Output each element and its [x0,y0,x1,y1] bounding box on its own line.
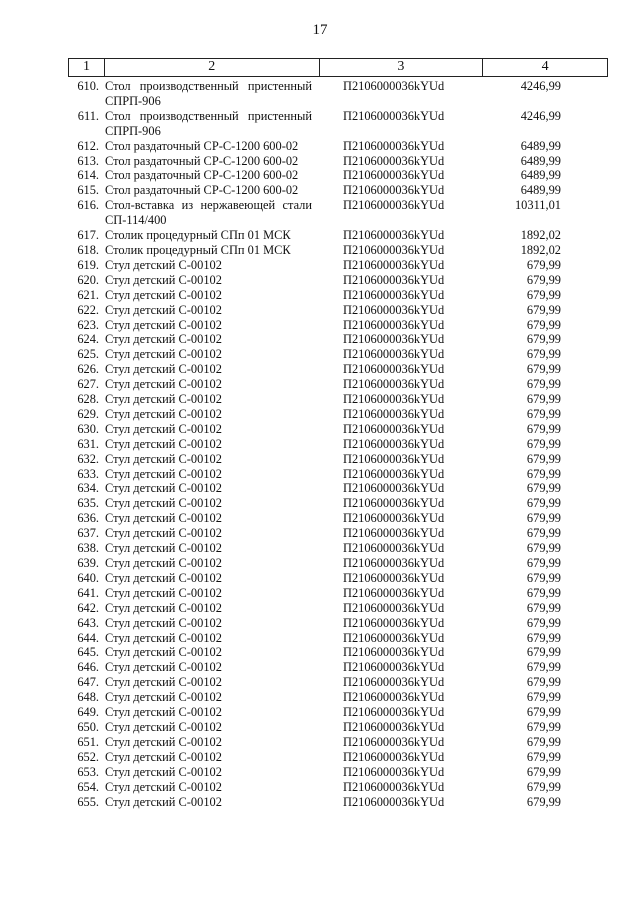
row-code: П2106000036kYUd [343,645,445,660]
row-price: 679,99 [526,556,561,570]
row-number: 655. [77,794,99,809]
row-code: П2106000036kYUd [343,272,445,287]
row-number: 640. [77,570,99,585]
row-code: П2106000036kYUd [343,794,445,809]
row-number: 644. [77,630,99,645]
row-price: 679,99 [526,585,561,600]
table-row [68,705,608,720]
table-row [68,347,608,362]
row-number: 611. [77,108,99,123]
row-price: 679,99 [526,794,561,809]
row-price: 679,99 [526,541,561,556]
row-name: Стул детский С-00102 [105,451,222,466]
row-number: 654. [77,779,99,794]
row-code: П2106000036kYUd [343,600,445,615]
row-name: Стул детский С-00102 [105,421,222,436]
row-number: 631. [77,436,99,451]
row-name: Стул детский С-00102 [105,541,222,556]
row-name: Стул детский С-00102 [105,496,222,511]
row-name: Стол раздаточный СР-С-1200 600-02 [105,153,299,168]
row-number: 635. [77,496,99,511]
row-code: П2106000036kYUd [343,734,445,749]
row-name: Столик процедурный СПп 01 МСК [105,242,291,257]
row-name: Стол раздаточный СР-С-1200 600-02 [105,168,299,183]
row-code: П2106000036kYUd [343,392,445,407]
table-row [68,437,608,452]
table-row [68,422,608,437]
row-price: 679,99 [526,392,561,407]
row-code: П2106000036kYUd [343,570,445,585]
row-code: П2106000036kYUd [343,690,445,705]
row-number: 613. [77,153,99,168]
table-row [68,586,608,601]
row-number: 628. [77,392,99,407]
row-price: 679,99 [526,406,561,421]
row-name: Стул детский С-00102 [105,526,222,541]
row-name: Стул детский С-00102 [105,362,222,377]
row-code: П2106000036kYUd [343,377,445,392]
row-name: Стул детский С-00102 [105,347,222,362]
row-number: 616. [77,198,99,213]
table-row [68,750,608,765]
table-row [68,168,608,183]
header-col-2: 2 [105,59,320,76]
row-number: 632. [77,451,99,466]
header-col-4: 4 [483,59,608,76]
row-price: 679,99 [526,302,561,317]
table-row [68,780,608,795]
row-price: 10311,01 [514,198,561,213]
row-price: 679,99 [526,347,561,362]
row-number: 629. [77,406,99,421]
row-number: 633. [77,466,99,481]
row-code: П2106000036kYUd [343,287,445,302]
row-price: 679,99 [526,719,561,734]
row-price: 679,99 [526,764,561,779]
row-price: 679,99 [526,660,561,675]
row-name: Стул детский С-00102 [105,749,222,764]
row-number: 638. [77,541,99,556]
table-row [68,377,608,392]
table-header [68,58,608,77]
table-row [68,273,608,288]
row-code: П2106000036kYUd [343,362,445,377]
row-code: П2106000036kYUd [343,526,445,541]
row-price: 6489,99 [520,153,561,168]
row-name: Стул детский С-00102 [105,615,222,630]
row-price: 679,99 [526,690,561,705]
row-number: 650. [77,719,99,734]
table-row [68,318,608,333]
row-price: 679,99 [526,287,561,302]
row-code: П2106000036kYUd [343,749,445,764]
row-name: Стул детский С-00102 [105,585,222,600]
row-price: 679,99 [526,421,561,436]
row-price: 679,99 [526,436,561,451]
table-row [68,496,608,511]
row-name: Стул детский С-00102 [105,630,222,645]
row-price: 679,99 [526,675,561,690]
row-price: 679,99 [526,317,561,332]
row-code: П2106000036kYUd [343,541,445,556]
row-price: 679,99 [526,272,561,287]
table-row [68,541,608,556]
row-number: 652. [77,749,99,764]
row-name: Стул детский С-00102 [105,317,222,332]
row-number: 623. [77,317,99,332]
row-code: П2106000036kYUd [343,108,445,123]
table-row [68,303,608,318]
table-row [68,735,608,750]
row-name: Стул детский С-00102 [105,779,222,794]
row-code: П2106000036kYUd [343,228,445,243]
table-row [68,288,608,303]
row-number: 622. [77,302,99,317]
row-code: П2106000036kYUd [343,556,445,570]
table-row [68,616,608,631]
row-price: 679,99 [526,481,561,496]
row-name: Стул детский С-00102 [105,734,222,749]
table-row [68,765,608,780]
row-number: 642. [77,600,99,615]
row-name: Стул детский С-00102 [105,645,222,660]
row-number: 645. [77,645,99,660]
row-price: 4246,99 [520,108,561,123]
row-number: 619. [77,257,99,272]
row-number: 626. [77,362,99,377]
row-name: Стул детский С-00102 [105,392,222,407]
table-row [68,139,608,154]
row-number: 643. [77,615,99,630]
table-row [68,690,608,705]
row-number: 647. [77,675,99,690]
table-row [68,631,608,646]
row-number: 625. [77,347,99,362]
table-row [68,362,608,377]
row-number: 614. [77,168,99,183]
table-row [68,511,608,526]
row-code: П2106000036kYUd [343,719,445,734]
row-price: 679,99 [526,466,561,481]
header-col-3: 3 [320,59,484,76]
table-row [68,198,608,228]
row-name: Стол-вставка из нержавеющей стали СП-114/400 [105,198,312,228]
row-name: Стул детский С-00102 [105,660,222,675]
row-code: П2106000036kYUd [343,153,445,168]
row-price: 1892,02 [520,242,561,257]
row-number: 653. [77,764,99,779]
row-number: 610. [77,79,99,93]
row-code: П2106000036kYUd [343,615,445,630]
row-number: 637. [77,526,99,541]
row-name: Стул детский С-00102 [105,764,222,779]
row-name: Стол раздаточный СР-С-1200 600-02 [105,183,299,198]
row-name: Столик процедурный СПп 01 МСК [105,228,291,243]
row-number: 648. [77,690,99,705]
table-row [68,392,608,407]
row-code: П2106000036kYUd [343,496,445,511]
row-code: П2106000036kYUd [343,317,445,332]
row-code: П2106000036kYUd [343,481,445,496]
row-price: 1892,02 [520,228,561,243]
row-price: 679,99 [526,749,561,764]
row-code: П2106000036kYUd [343,198,445,213]
row-number: 617. [77,228,99,243]
row-price: 679,99 [526,362,561,377]
row-name: Стул детский С-00102 [105,570,222,585]
row-number: 618. [77,242,99,257]
row-price: 679,99 [526,705,561,720]
inventory-table [68,58,608,809]
row-name: Стул детский С-00102 [105,794,222,809]
row-price: 679,99 [526,332,561,347]
table-row [68,407,608,422]
row-name: Стул детский С-00102 [105,406,222,421]
table-body [68,79,608,809]
row-price: 4246,99 [520,79,561,93]
table-row [68,452,608,467]
row-number: 620. [77,272,99,287]
row-price: 679,99 [526,496,561,511]
row-code: П2106000036kYUd [343,242,445,257]
row-code: П2106000036kYUd [343,138,445,153]
row-price: 679,99 [526,615,561,630]
row-name: Стул детский С-00102 [105,287,222,302]
row-code: П2106000036kYUd [343,436,445,451]
row-number: 646. [77,660,99,675]
row-price: 679,99 [526,600,561,615]
row-number: 636. [77,511,99,526]
row-code: П2106000036kYUd [343,406,445,421]
table-row [68,228,608,243]
row-price: 679,99 [526,630,561,645]
row-number: 651. [77,734,99,749]
row-code: П2106000036kYUd [343,451,445,466]
row-name: Стул детский С-00102 [105,302,222,317]
row-code: П2106000036kYUd [343,779,445,794]
row-name: Стул детский С-00102 [105,600,222,615]
row-price: 6489,99 [520,168,561,183]
row-code: П2106000036kYUd [343,675,445,690]
table-row [68,675,608,690]
table-row [68,795,608,810]
row-number: 624. [77,332,99,347]
row-price: 679,99 [526,570,561,585]
row-code: П2106000036kYUd [343,630,445,645]
row-name: Стул детский С-00102 [105,481,222,496]
row-name: Стул детский С-00102 [105,332,222,347]
row-number: 621. [77,287,99,302]
row-number: 615. [77,183,99,198]
table-row [68,660,608,675]
table-row [68,571,608,586]
row-name: Стул детский С-00102 [105,272,222,287]
header-col-1: 1 [68,59,105,76]
row-name: Стул детский С-00102 [105,690,222,705]
row-number: 649. [77,705,99,720]
table-row [68,183,608,198]
row-name: Стул детский С-00102 [105,511,222,526]
row-code: П2106000036kYUd [343,79,445,93]
row-name: Стол раздаточный СР-С-1200 600-02 [105,138,299,153]
table-row [68,243,608,258]
row-code: П2106000036kYUd [343,168,445,183]
row-price: 6489,99 [520,183,561,198]
row-code: П2106000036kYUd [343,257,445,272]
row-price: 679,99 [526,734,561,749]
row-price: 679,99 [526,257,561,272]
table-row [68,467,608,482]
row-name: Стол производственный пристенный СПРП-906 [105,108,312,138]
table-row [68,332,608,347]
row-number: 630. [77,421,99,436]
row-name: Стул детский С-00102 [105,705,222,720]
row-name: Стул детский С-00102 [105,556,222,570]
row-code: П2106000036kYUd [343,332,445,347]
table-row [68,645,608,660]
row-name: Стул детский С-00102 [105,675,222,690]
row-name: Стул детский С-00102 [105,466,222,481]
row-price: 679,99 [526,377,561,392]
table-row [68,481,608,496]
row-code: П2106000036kYUd [343,705,445,720]
row-price: 679,99 [526,526,561,541]
row-code: П2106000036kYUd [343,421,445,436]
row-code: П2106000036kYUd [343,183,445,198]
table-row [68,258,608,273]
row-price: 679,99 [526,511,561,526]
row-name: Стул детский С-00102 [105,719,222,734]
row-name: Стул детский С-00102 [105,257,222,272]
row-number: 639. [77,556,99,570]
page-number: 17 [312,22,328,38]
row-number: 634. [77,481,99,496]
table-row [68,109,608,139]
row-number: 612. [77,138,99,153]
row-price: 679,99 [526,451,561,466]
row-code: П2106000036kYUd [343,466,445,481]
table-row [68,154,608,169]
row-code: П2106000036kYUd [343,585,445,600]
table-row [68,526,608,541]
row-code: П2106000036kYUd [343,660,445,675]
table-row [68,601,608,616]
row-name: Стол производственный пристенный СПРП-906 [105,79,312,108]
row-name: Стул детский С-00102 [105,436,222,451]
row-code: П2106000036kYUd [343,347,445,362]
table-row [68,79,608,109]
row-number: 627. [77,377,99,392]
row-code: П2106000036kYUd [343,511,445,526]
row-number: 641. [77,585,99,600]
row-code: П2106000036kYUd [343,764,445,779]
table-row [68,720,608,735]
row-code: П2106000036kYUd [343,302,445,317]
row-price: 6489,99 [520,138,561,153]
table-row [68,556,608,571]
row-price: 679,99 [526,645,561,660]
row-name: Стул детский С-00102 [105,377,222,392]
row-price: 679,99 [526,779,561,794]
